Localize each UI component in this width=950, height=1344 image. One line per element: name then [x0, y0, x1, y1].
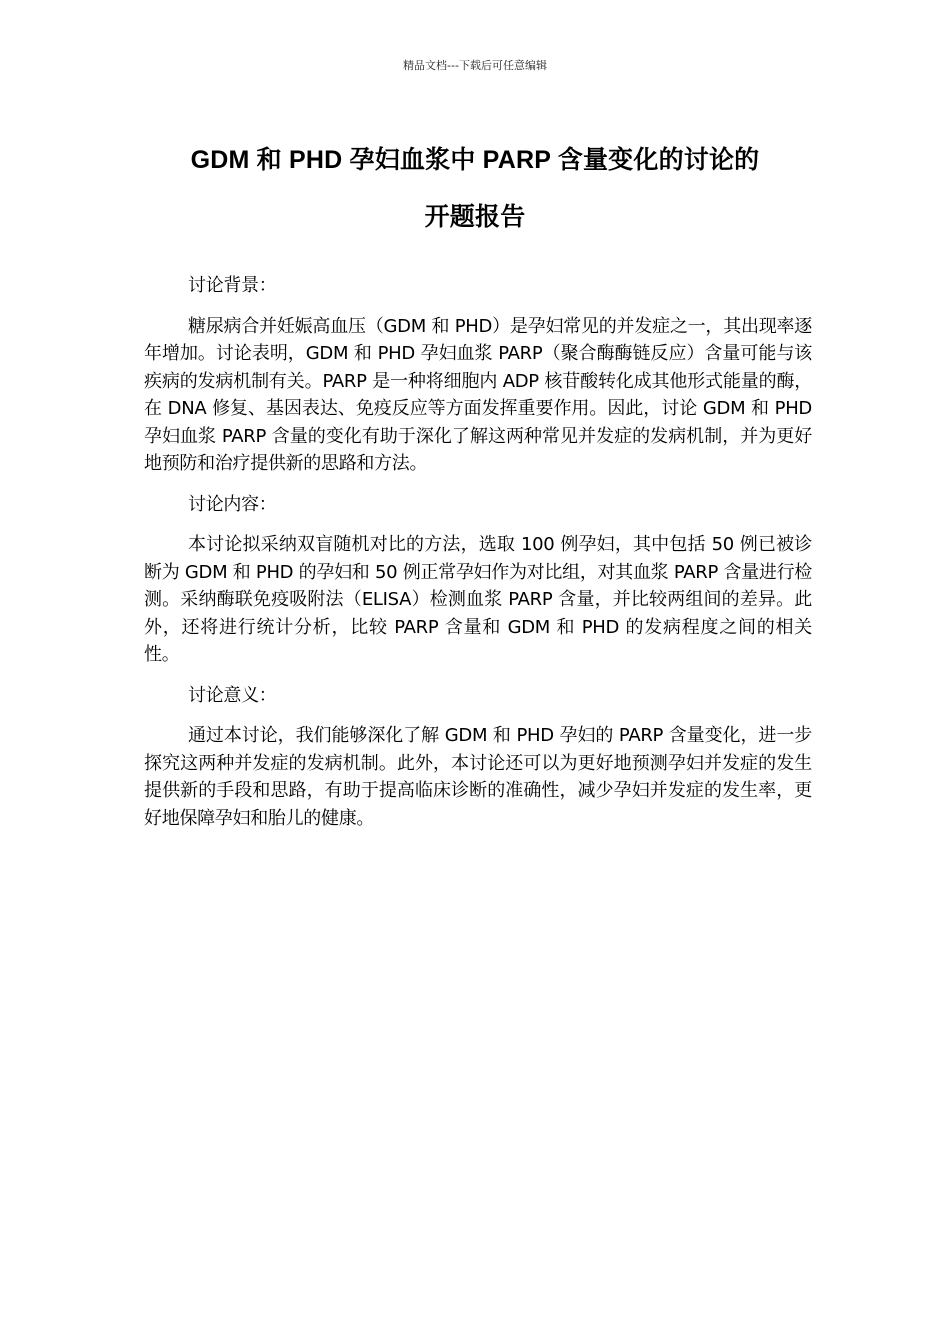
document-body	[144, 272, 812, 845]
section-heading-background: 讨论背景：	[188, 275, 277, 296]
section-body-content: 本讨论拟采纳双盲随机对比的方法，选取 100 例孕妇，其中包括 50 例已被诊断为 GDM 和 PHD 的孕妇和 50 例正常孕妇作为对比组，对其血浆 PARP 含量进行检测。采纳酶联免疫吸附法（ELISA）检测血浆 PARP 含量，并比较两组间的差异。此外，还将进行统计分析，比较 PARP 含量和 GDM 和 PHD 的发病程度之间的相关性。	[144, 534, 812, 665]
section-body-background: 糖尿病合并妊娠高血压（GDM 和 PHD）是孕妇常见的并发症之一，其出现率逐年增加。讨论表明，GDM 和 PHD 孕妇血浆 PARP（聚合酶酶链反应）含量可能与该疾病的发病机制有关。PARP 是一种将细胞内 ADP 核苷酸转化成其他形式能量的酶，在 DNA 修复、基因表达、免疫反应等方面发挥重要作用。因此，讨论 GDM 和 PHD 孕妇血浆 PARP 含量的变化有助于深化了解这两种常见并发症的发病机制，并为更好地预防和治疗提供新的思路和方法。	[144, 315, 812, 474]
header-note: 精品文档---下载后可任意编辑	[403, 59, 547, 72]
title-line-2: 开题报告	[424, 203, 526, 231]
document-title	[100, 132, 850, 246]
title-line-1: GDM 和 PHD 孕妇血浆中 PARP 含量变化的讨论的	[190, 146, 760, 174]
section-heading-content: 讨论内容：	[188, 493, 277, 515]
section-heading-significance: 讨论意义：	[188, 684, 277, 706]
section-body-significance: 通过本讨论，我们能够深化了解 GDM 和 PHD 孕妇的 PARP 含量变化，进一步探究这两种并发症的发病机制。此外，本讨论还可以为更好地预测孕妇并发症的发生提供新的手段和思路，有助于提高临床诊断的准确性，减少孕妇并发症的发生率，更好地保障孕妇和胎儿的健康。	[144, 725, 812, 829]
